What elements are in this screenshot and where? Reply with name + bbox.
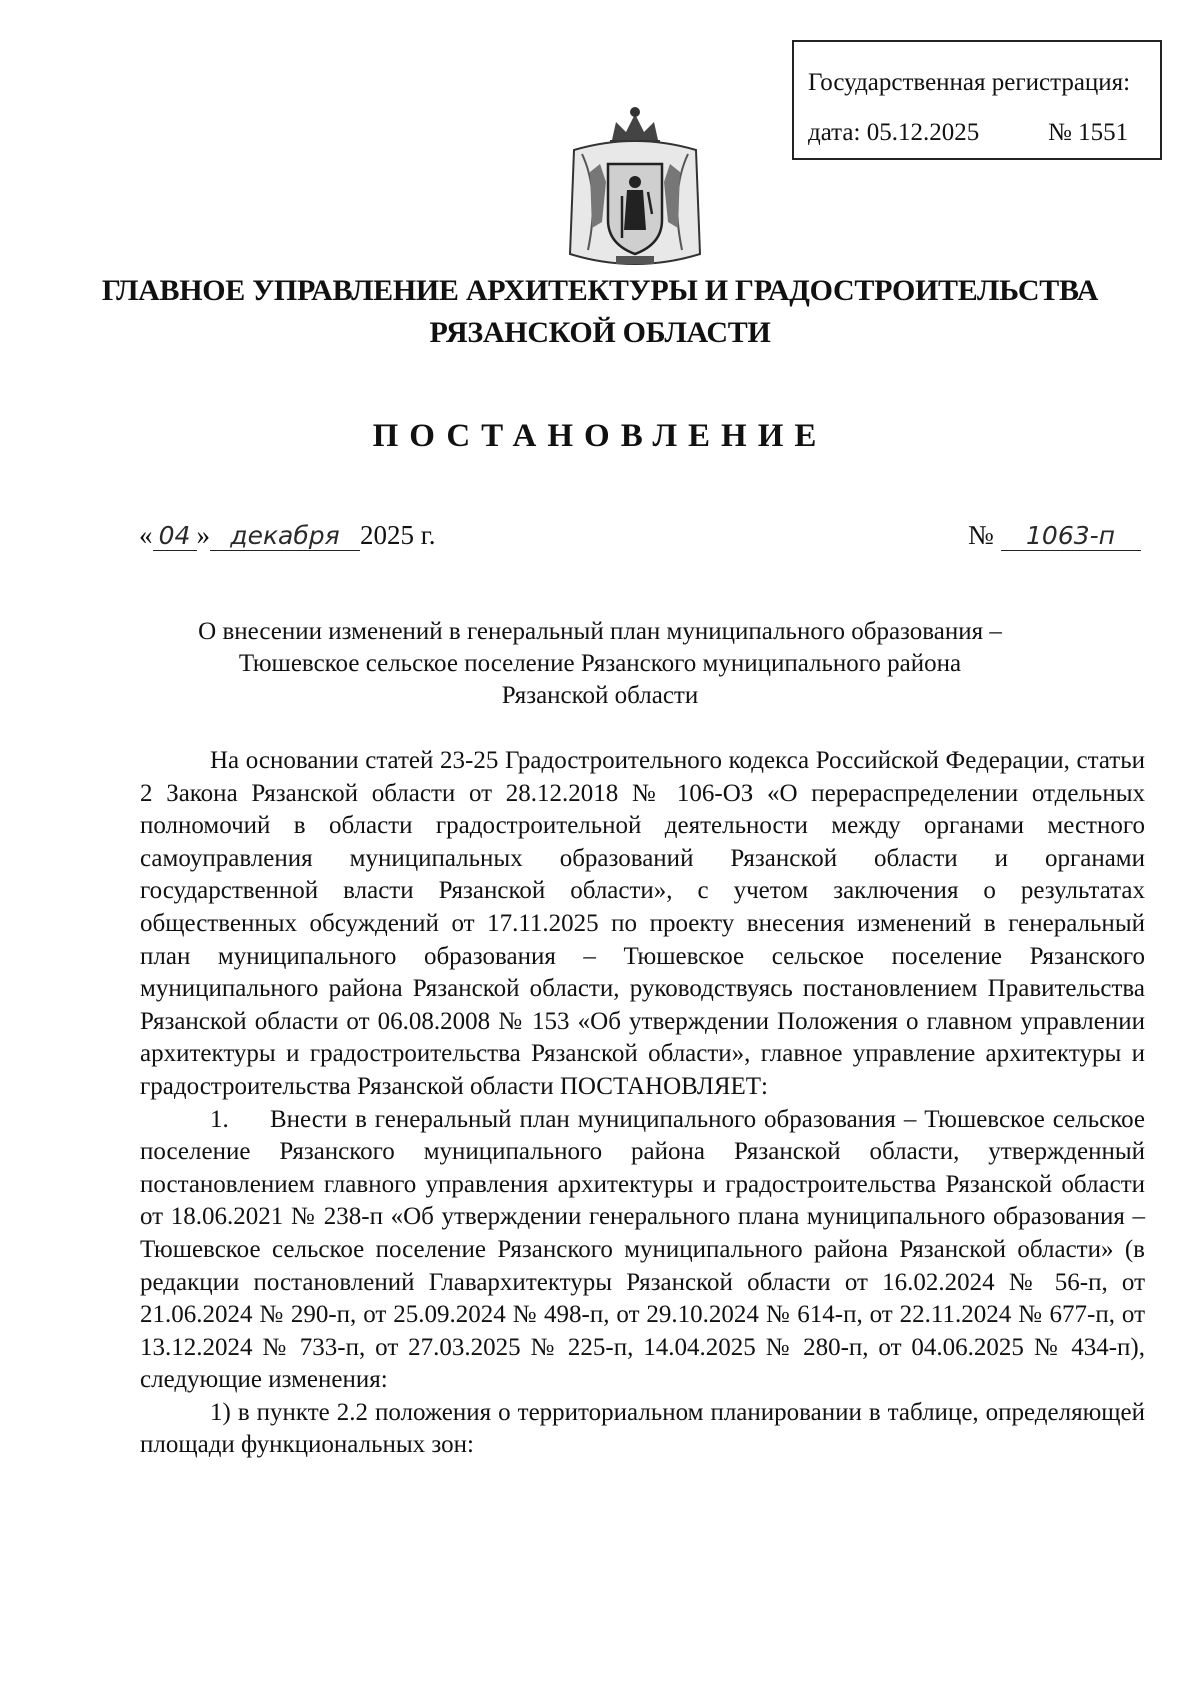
title-line-3: Рязанской области bbox=[501, 682, 699, 709]
registration-date: дата: 05.12.2025 bbox=[808, 119, 980, 146]
item-1-paragraph bbox=[140, 1104, 1145, 1397]
document-date bbox=[139, 520, 436, 551]
item-1-text: Внести в генеральный план муниципального образования – Тюшевское сельское поселение Рязанского муниципального района Рязанской области, утвержденный постановлением главного управления архитектуры и градостроительства Рязанской области от 18.06.2021 № 238-п «Об утверждении генерального плана муниципального образования – Тюшевское сельское поселение Рязанского муниципального района Рязанской области» (в редакции постановлений Главархитектуры Рязанской области от 16.02.2024 № 56-п, от 21.06.2024 № 290-п, от 25.09.2024 № 498-п, от 29.10.2024 № 614-п, от 22.11.2024 № 677-п, от 13.12.2024 № 733-п, от 27.03.2025 № 225-п, 14.04.2025 № 280-п, от 04.06.2025 № 434-п), следующие изменения: bbox=[140, 1105, 1145, 1394]
document-number bbox=[968, 520, 1141, 551]
date-month: декабря bbox=[210, 522, 360, 551]
date-close-quote: » bbox=[196, 520, 210, 550]
date-year: 2025 г. bbox=[360, 520, 436, 550]
number-prefix: № bbox=[968, 520, 994, 550]
item-1-number: 1. bbox=[210, 1105, 229, 1133]
title-line-2: Тюшевское сельское поселение Рязанского муниципального района bbox=[238, 650, 962, 677]
preamble-paragraph: На основании статей 23-25 Градостроительного кодекса Российской Федерации, статьи 2 Закона Рязанской области от 28.12.2018 № 106-ОЗ «О перераспределении отдельных полномочий в области градостроительной деятельности между органами местного самоуправления муниципальных образований Рязанской области и органами государственной власти Рязанской области», с учетом заключения о результатах общественных обсуждений от 17.11.2025 по проекту внесения изменений в генеральный план муниципального образования – Тюшевское сельское поселение Рязанского муниципального района Рязанской области, руководствуясь постановлением Правительства Рязанской области от 06.08.2008 № 153 «Об утверждении Положения о главном управлении архитектуры и градостроительства Рязанской области», главное управление архитектуры и градостроительства Рязанской области ПОСТАНОВЛЯЕТ: bbox=[140, 747, 1145, 1100]
title-line-1: О внесении изменений в генеральный план муниципального образования – bbox=[198, 618, 1002, 645]
organization-line-1: ГЛАВНОЕ УПРАВЛЕНИЕ АРХИТЕКТУРЫ И ГРАДОСТРОИТЕЛЬСТВА bbox=[101, 274, 1099, 307]
document-title bbox=[150, 616, 1050, 712]
state-registration-box bbox=[792, 40, 1162, 160]
date-day: 04 bbox=[153, 522, 197, 551]
organization-line-2: РЯЗАНСКОЙ ОБЛАСТИ bbox=[429, 316, 771, 349]
organization-name bbox=[0, 270, 1200, 354]
document-type: ПОСТАНОВЛЕНИЕ bbox=[372, 418, 828, 454]
coat-of-arms-icon bbox=[560, 102, 710, 277]
subitem-1-paragraph: 1) в пункте 2.2 положения о территориальном планировании в таблице, определяющей площади функциональных зон: bbox=[140, 1398, 1145, 1459]
document-body bbox=[140, 745, 1145, 1462]
date-open-quote: « bbox=[139, 520, 153, 550]
number-value: 1063-п bbox=[1001, 522, 1141, 551]
registration-number: № 1551 bbox=[1048, 119, 1129, 146]
registration-heading: Государственная регистрация: bbox=[808, 69, 1131, 96]
